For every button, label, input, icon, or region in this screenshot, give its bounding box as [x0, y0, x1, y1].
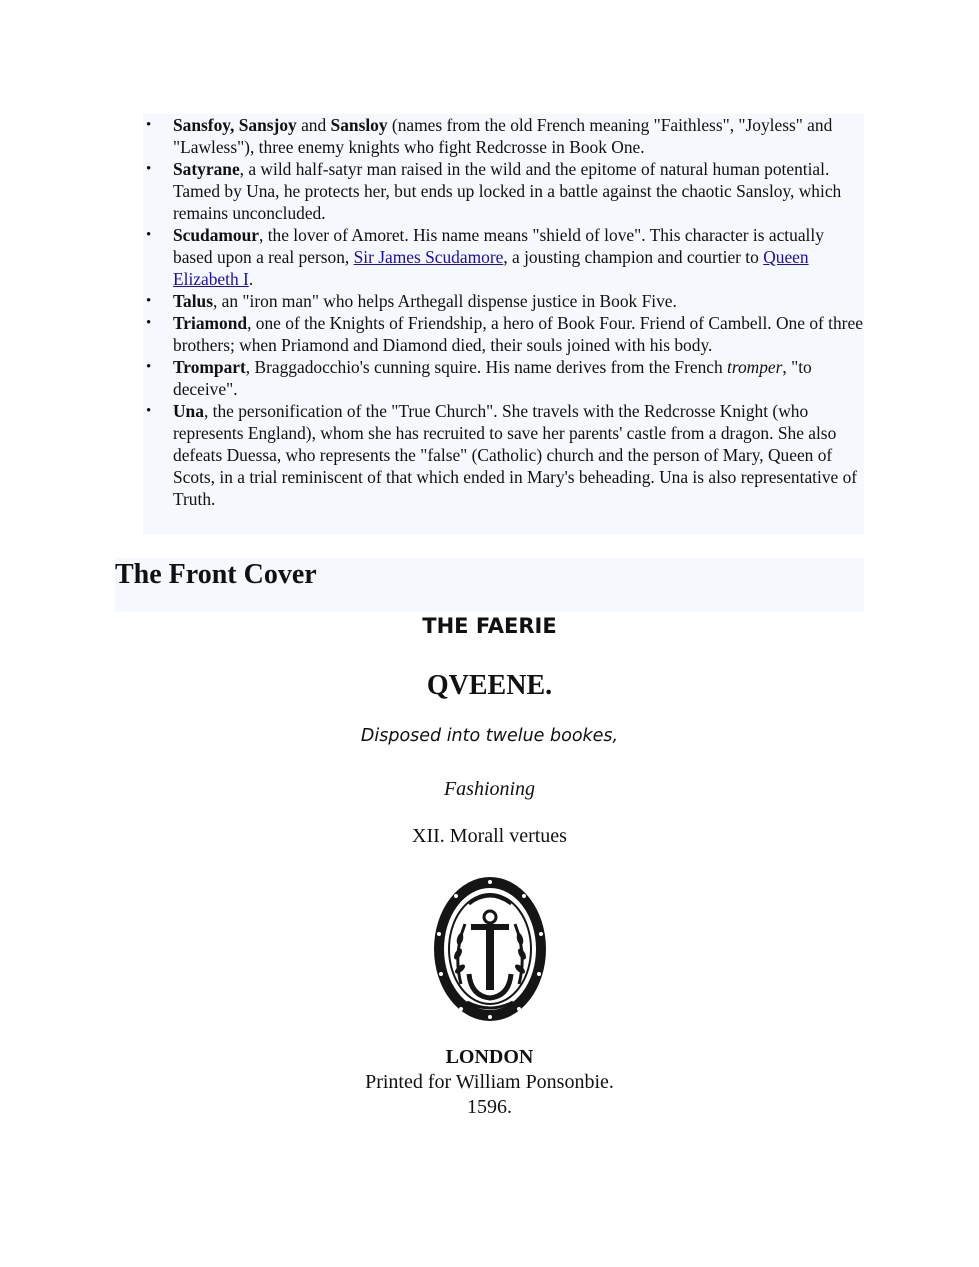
character-name: Sansfoy, Sansjoy: [173, 115, 297, 135]
imprint-city: LONDON: [445, 1046, 534, 1068]
description-text: .: [248, 269, 254, 289]
bullet-icon: •: [146, 315, 152, 331]
list-item: [146, 400, 864, 510]
description-text: , the personification of the "True Church". She travels with the Redcrosse Knight (who represents England), whom she has recruited to save her parents' castle from a dragon. She also defeats Duessa, who represents the "false" (Catholic) church and the person of Mary, Queen of Scots, in a trial reminiscent of that which ended in Mary's beheading. Una is also representative of Truth.: [173, 401, 858, 509]
bullet-icon: •: [146, 227, 152, 243]
character-name: Sansloy: [330, 115, 388, 135]
description-text: , a jousting champion and courtier to: [503, 247, 764, 267]
list-item: [146, 224, 864, 290]
character-name: Trompart: [173, 357, 246, 377]
list-item: [146, 290, 864, 312]
cover-title-line-1: THE FAERIE: [422, 614, 557, 638]
cover-fashioning: Fashioning: [443, 778, 536, 800]
italic-term: tromper: [727, 357, 783, 377]
character-name: Talus: [173, 291, 213, 311]
bullet-icon: •: [146, 161, 152, 177]
description-text: , the lover of Amoret. His name means "shield of love". This character is actually based upon a real person,: [173, 225, 824, 267]
cover-subtitle: Disposed into twelue bookes,: [360, 726, 619, 746]
list-item: [146, 158, 864, 224]
description-text: , one of the Knights of Friendship, a hero of Book Four. Friend of Cambell. One of three brothers; when Priamond and Diamond died, their souls joined with his body.: [173, 313, 863, 355]
list-item: [146, 356, 864, 400]
character-name: Triamond: [173, 313, 248, 333]
section-heading: The Front Cover: [115, 559, 317, 590]
description-text: , "to deceive".: [173, 357, 812, 399]
description-text: (names from the old French meaning "Faithless", "Joyless" and "Lawless"), three enemy knights who fight Redcrosse in Book One.: [173, 115, 833, 157]
bullet-icon: •: [146, 359, 152, 375]
character-name: Satyrane: [173, 159, 240, 179]
bullet-icon: •: [146, 403, 152, 419]
character-name: Una: [173, 401, 204, 421]
description-text: , Braggadocchio's cunning squire. His name derives from the French: [245, 357, 728, 377]
wiki-link[interactable]: Queen Elizabeth I: [173, 247, 809, 289]
bullet-icon: •: [146, 117, 152, 133]
character-list: [143, 114, 864, 510]
description-text: and: [296, 115, 331, 135]
description-text: , a wild half-satyr man raised in the wild and the epitome of natural human potential. Tamed by Una, he protects her, but ends up locked in a battle against the chaotic Sansloy, which remains unconcluded.: [173, 159, 842, 223]
list-item: [146, 312, 864, 356]
cover-virtues: XII. Morall vertues: [412, 825, 567, 847]
imprint-printer: Printed for William Ponsonbie.: [365, 1071, 614, 1093]
cover-title-line-2: QVEENE.: [426, 670, 553, 701]
section-heading-panel: [115, 558, 864, 612]
wiki-link[interactable]: Sir James Scudamore: [353, 247, 504, 267]
description-text: , an "iron man" who helps Arthegall dispense justice in Book Five.: [212, 291, 677, 311]
anchor-emblem-icon: [431, 874, 549, 1024]
imprint: [0, 1045, 979, 1120]
character-list-panel: [143, 114, 864, 534]
imprint-year: 1596.: [467, 1096, 512, 1118]
character-name: Scudamour: [173, 225, 260, 245]
bullet-icon: •: [146, 293, 152, 309]
list-item: [146, 114, 864, 158]
